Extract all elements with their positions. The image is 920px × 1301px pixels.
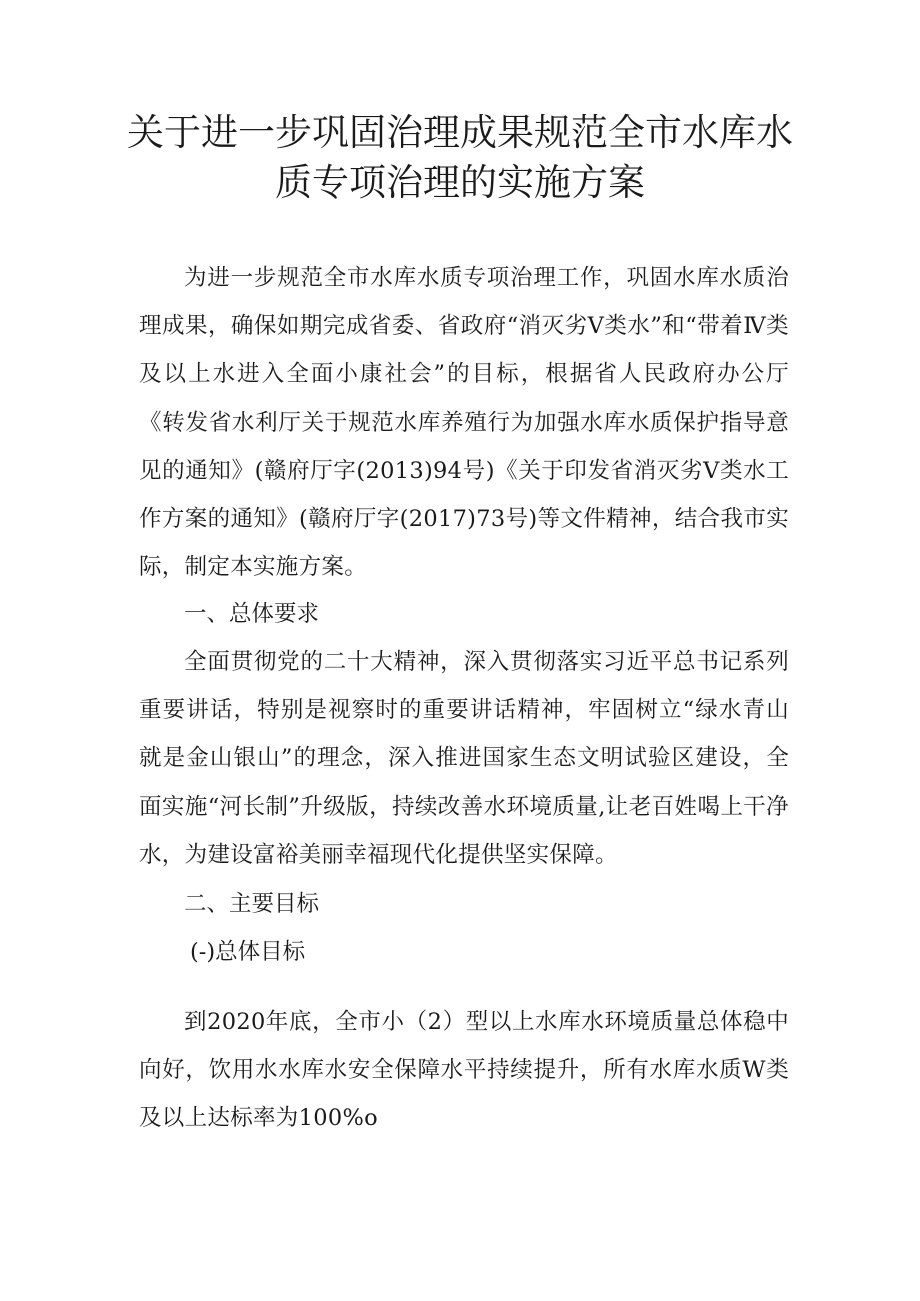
document-title-line-1: 关于进一步巩固治理成果规范全市水库水 <box>127 111 793 154</box>
document-title-line-2: 质专项治理的实施方案 <box>275 161 645 204</box>
intro-paragraph: 为进一步规范全市水库水质专项治理工作，巩固水库水质治理成果，确保如期完成省委、省政府“消灭劣Ⅴ类水”和“带着Ⅳ类及以上水进入全面小康社会”的目标，根据省人民政府办公厅《转发省水利厅关于规范水库养殖行为加强水库水质保护指导意见的通知》(赣府厅字(2013)94号)《关于印发省消灭劣Ⅴ类水工作方案的通知》(赣府厅字(2017)73号)等文件精神，结合我市实际，制定本实施方案。 <box>139 265 789 581</box>
subsection-paragraph-overall-goal: 到2020年底，全市小（2）型以上水库水环境质量总体稳中向好，饮用水水库水安全保障水平持续提升，所有水库水质W类及以上达标率为100%o <box>139 1009 789 1132</box>
section-heading-overall-requirements: 一、总体要求 <box>184 601 320 627</box>
section-heading-main-goals: 二、主要目标 <box>184 891 320 917</box>
section-paragraph-overall-requirements: 全面贯彻党的二十大精神，深入贯彻落实习近平总书记系列重要讲话，特别是视察时的重要讲话精神，牢固树立“绿水青山就是金山银山”的理念，深入推进国家生态文明试验区建设，全面实施“河长制”升级版，持续改善水环境质量,让老百姓喝上干净水，为建设富裕美丽幸福现代化提供坚实保障。 <box>139 649 789 868</box>
subsection-heading-overall-goal: (-)总体目标 <box>190 939 306 965</box>
